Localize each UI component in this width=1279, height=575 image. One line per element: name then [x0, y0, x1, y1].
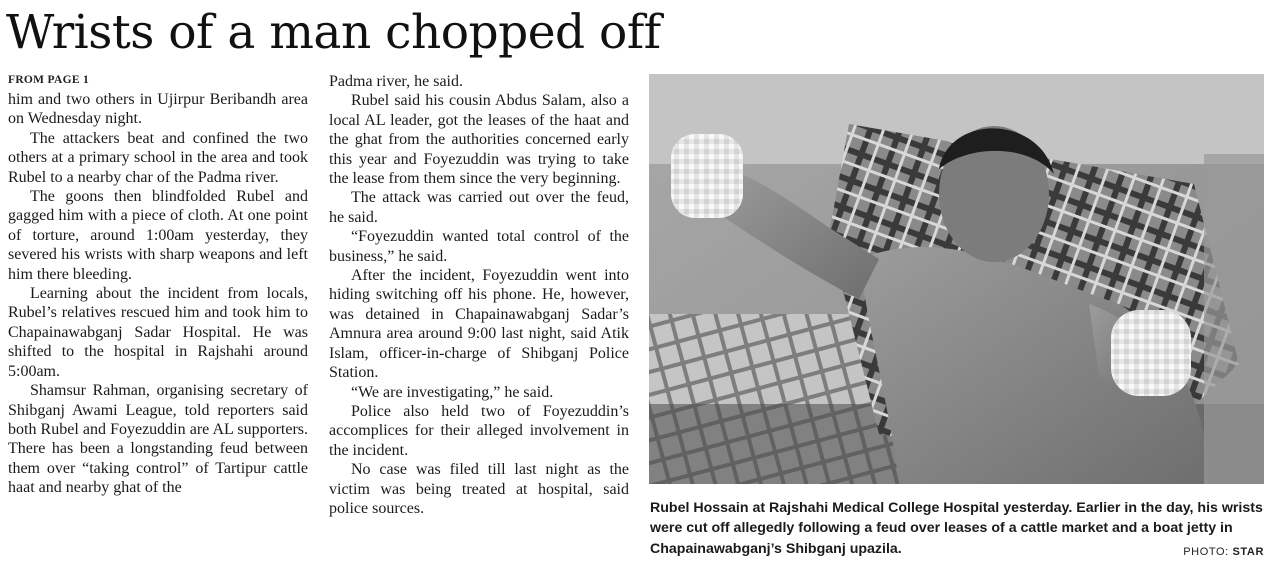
- paragraph: Rubel said his cousin Abdus Salam, also a local AL leader, got the leases of the haat and the ghat from the authorities concerned early this year and Foyezuddin was trying to take the lease from them since the very beginning.: [329, 92, 629, 188]
- paragraph: Police also held two of Foyezuddin’s accomplices for their alleged involvement in the incident.: [329, 402, 629, 459]
- photo-credit: [1183, 546, 1264, 558]
- paragraph: After the incident, Foyezuddin went into hiding switching off his phone. He, however, was detained in Chapainawabganj Sadar’s Amnura area around 9:00 last night, said Atik Islam, officer-in-charge of Shibganj Police Station.: [329, 267, 629, 382]
- news-photo: [649, 74, 1264, 484]
- article-column-1: [8, 90, 308, 498]
- paragraph: The attackers beat and confined the two others at a primary school in the area and took Rubel to a nearby char of the Padma river.: [8, 129, 308, 186]
- paragraph: Learning about the incident from locals, Rubel’s relatives rescued him and took him to Chapainawabganj Sadar Hospital. He was shifted to the hospital in Rajshahi around 5:00am.: [8, 285, 308, 380]
- photo-caption: Rubel Hossain at Rajshahi Medical College Hospital yesterday. Earlier in the day, his wrists were cut off allegedly following a feud over leases of a cattle market and a boat jetty in Chapainawabganj’s Shibganj upazila.: [650, 500, 1263, 557]
- paragraph: Shamsur Rahman, organising secretary of Shibganj Awami League, told reporters said both Rubel and Foyezuddin are AL supporters. There has been a longstanding feud between them over “taking control” of Tartipur cattle haat and nearby ghat of the: [8, 382, 308, 497]
- paragraph: “We are investigating,” he said.: [351, 383, 554, 401]
- paragraph: The attack was carried out over the feud, he said.: [329, 189, 629, 226]
- paragraph: No case was filed till last night as the victim was being treated at hospital, said police sources.: [329, 461, 629, 517]
- dateline: FROM PAGE 1: [8, 74, 90, 86]
- article-column-2: [329, 72, 629, 518]
- paragraph: “Foyezuddin wanted total control of the business,” he said.: [329, 228, 629, 265]
- photo-credit-source: STAR: [1232, 546, 1264, 558]
- paragraph: Padma river, he said.: [329, 73, 463, 90]
- paragraph: The goons then blindfolded Rubel and gagged him with a piece of cloth. At one point of torture, around 1:00am yesterday, they severed his wrists with sharp weapons and left him there bleeding.: [8, 188, 308, 283]
- paragraph: him and two others in Ujirpur Beribandh area on Wednesday night.: [8, 91, 308, 128]
- headline: Wrists of a man chopped off: [6, 5, 661, 60]
- photo-credit-prefix: PHOTO:: [1183, 546, 1233, 558]
